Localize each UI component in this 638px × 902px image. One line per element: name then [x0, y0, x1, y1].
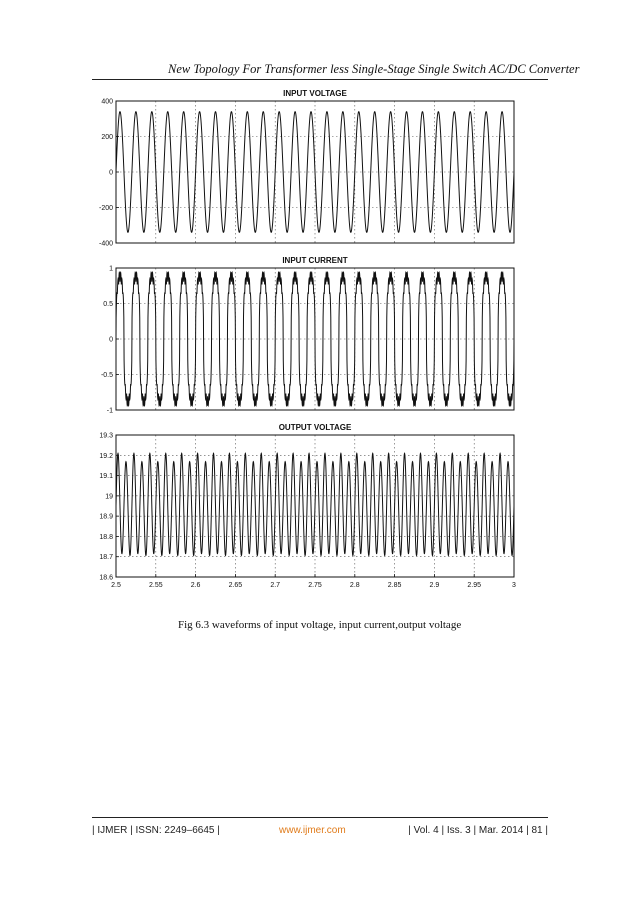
- y-tick-label: 18.6: [99, 574, 113, 582]
- footer-volume-info: | Vol. 4 | Iss. 3 | Mar. 2014 | 81 |: [408, 825, 548, 836]
- y-tick-label: 19: [105, 493, 113, 501]
- x-tick-label: 2.65: [228, 582, 243, 589]
- x-tick-label: 2.7: [270, 582, 281, 589]
- y-tick-label: 400: [101, 98, 113, 106]
- x-tick-label: 2.5: [111, 582, 121, 589]
- y-tick-label: -1: [106, 407, 113, 415]
- x-tick-label: 2.55: [148, 582, 163, 589]
- y-tick-label: -0.5: [100, 372, 113, 379]
- y-tick-label: 18.9: [99, 513, 113, 521]
- x-tick-label: 2.75: [308, 582, 322, 589]
- y-tick-label: 0.5: [103, 301, 113, 308]
- footer-divider: [92, 817, 548, 818]
- footer-website-link[interactable]: www.ijmer.com: [279, 825, 346, 836]
- y-tick-label: 200: [101, 134, 113, 141]
- x-tick-label: 2.6: [190, 582, 201, 589]
- y-tick-label: 18.7: [99, 554, 113, 562]
- chart-panel-3: [99, 423, 516, 589]
- chart-panel-2: [101, 256, 514, 415]
- page-header-title: New Topology For Transformer less Single-Stage Single Switch AC/DC Converter: [168, 62, 580, 76]
- y-tick-label: 1: [109, 265, 113, 273]
- y-tick-label: 0: [109, 169, 113, 177]
- page-footer: [92, 825, 548, 841]
- footer-journal-info: | IJMER | ISSN: 2249–6645 |: [92, 825, 220, 836]
- x-tick-label: 2.9: [429, 582, 440, 589]
- chart-panel-1: [99, 89, 514, 248]
- y-tick-label: 19.3: [99, 432, 113, 440]
- y-tick-label: 0: [109, 336, 113, 344]
- x-tick-label: 2.95: [467, 582, 482, 589]
- chart-title: INPUT VOLTAGE: [283, 89, 347, 98]
- y-tick-label: -400: [98, 240, 113, 248]
- x-tick-label: 2.85: [387, 582, 402, 589]
- chart-title: OUTPUT VOLTAGE: [278, 423, 352, 432]
- y-tick-label: 19.2: [99, 452, 113, 460]
- y-tick-label: -200: [98, 205, 113, 212]
- figure-caption: Fig 6.3 waveforms of input voltage, input current,output voltage: [178, 619, 462, 631]
- chart-title: INPUT CURRENT: [282, 256, 348, 265]
- x-tick-label: 2.8: [349, 582, 360, 589]
- y-tick-label: 18.8: [99, 533, 113, 541]
- y-tick-label: 19.1: [99, 473, 113, 481]
- x-tick-label: 3: [512, 582, 516, 589]
